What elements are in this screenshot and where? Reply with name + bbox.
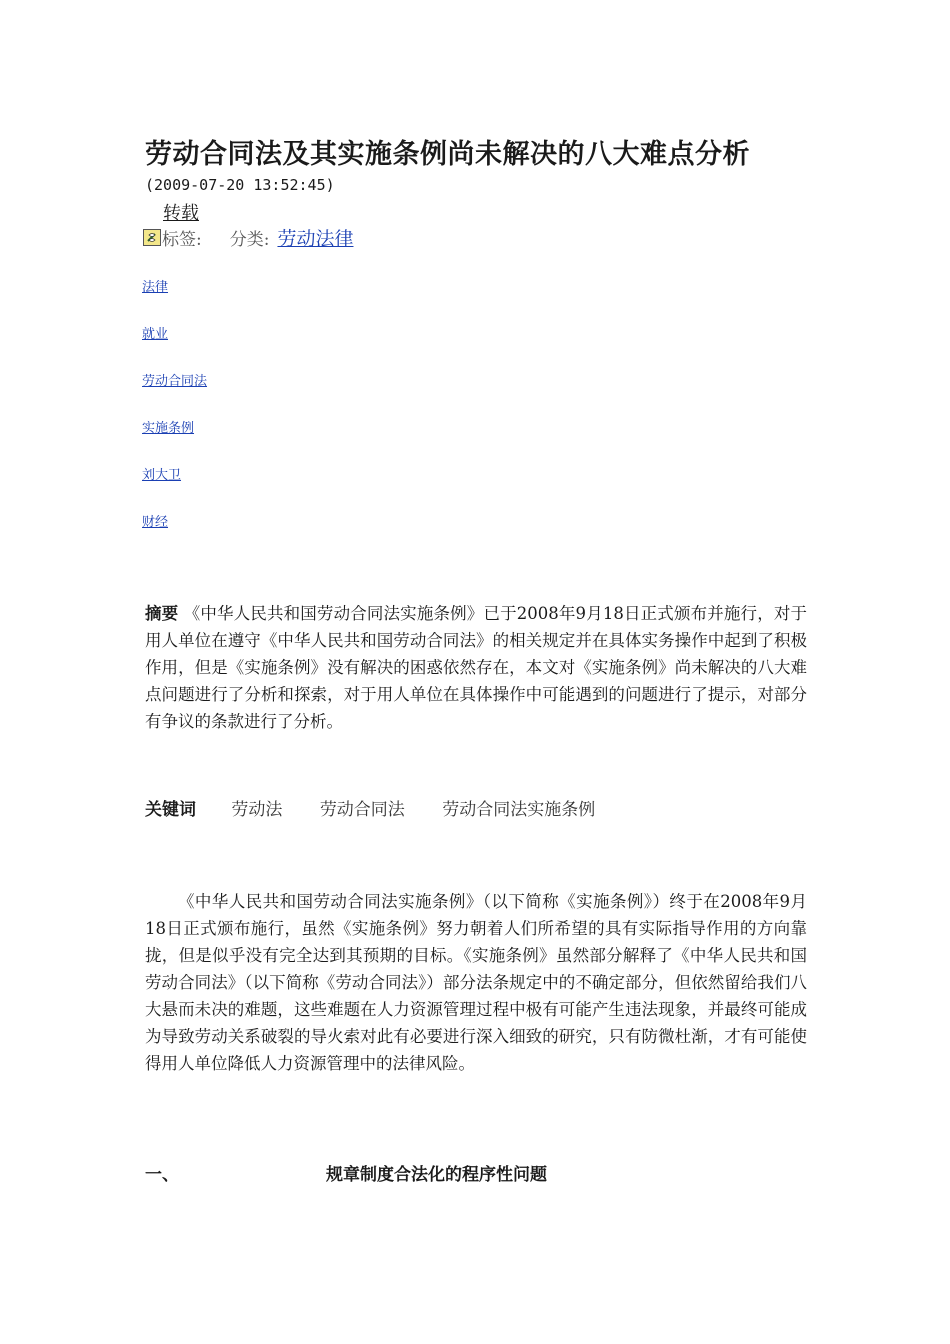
keywords-row bbox=[145, 795, 627, 820]
keyword-item: 劳动合同法实施条例 bbox=[442, 800, 596, 820]
tag-link-law[interactable]: 法律 bbox=[142, 280, 169, 295]
section-title: 规章制度合法化的程序性问题 bbox=[326, 1165, 547, 1185]
tag-link-employment[interactable]: 就业 bbox=[142, 327, 169, 342]
article-title: 劳动合同法及其实施条例尚未解决的八大难点分析 bbox=[145, 139, 750, 170]
abstract-lead: 摘要 bbox=[145, 604, 179, 623]
repost-link[interactable]: 转载 bbox=[163, 203, 199, 224]
tag-link-implementing-regulations[interactable]: 实施条例 bbox=[142, 421, 195, 436]
category-label: 分类: bbox=[229, 230, 270, 250]
keyword-item: 劳动合同法 bbox=[319, 800, 405, 820]
tag-link-finance[interactable]: 财经 bbox=[142, 515, 169, 530]
post-datetime: (2009-07-20 13:52:45) bbox=[145, 176, 335, 194]
category-link[interactable]: 劳动法律 bbox=[277, 228, 354, 250]
keyword-item: 劳动法 bbox=[231, 800, 283, 820]
abstract-paragraph bbox=[145, 600, 807, 735]
tag-link-labor-contract-law[interactable]: 劳动合同法 bbox=[142, 374, 208, 389]
meta-row bbox=[143, 224, 353, 251]
tag-icon bbox=[143, 229, 161, 246]
section-number: 一、 bbox=[145, 1165, 179, 1185]
tag-link-author[interactable]: 刘大卫 bbox=[142, 468, 182, 483]
tags-label: 标签: bbox=[162, 230, 202, 250]
intro-paragraph: 《中华人民共和国劳动合同法实施条例》（以下简称《实施条例》）终于在2008年9月18日正式颁布施行，虽然《实施条例》努力朝着人们所希望的具有实际指导作用的方向靠拢，但是似乎没有完全达到其预期的目标。《实施条例》虽然部分解释了《中华人民共和国劳动合同法》（以下简称《劳动合同法》）部分法条规定中的不确定部分，但依然留给我们八大悬而未决的难题，这些难题在人力资源管理过程中极有可能产生违法现象，并最终可能成为导致劳动关系破裂的导火索对此有必要进行深入细致的研究，只有防微杜渐，才有可能使得用人单位降低人力资源管理中的法律风险。 bbox=[145, 892, 807, 1073]
keywords-lead: 关键词 bbox=[145, 800, 196, 820]
abstract-text: 《中华人民共和国劳动合同法实施条例》已于2008年9月18日正式颁布并施行，对于用人单位在遵守《中华人民共和国劳动合同法》的相关规定并在具体实务操作中起到了积极作用，但是《实施条例》没有解决的困惑依然存在，本文对《实施条例》尚未解决的八大难点问题进行了分析和探索，对于用人单位在具体操作中可能遇到的问题进行了提示，对部分有争议的条款进行了分析。 bbox=[145, 604, 807, 731]
